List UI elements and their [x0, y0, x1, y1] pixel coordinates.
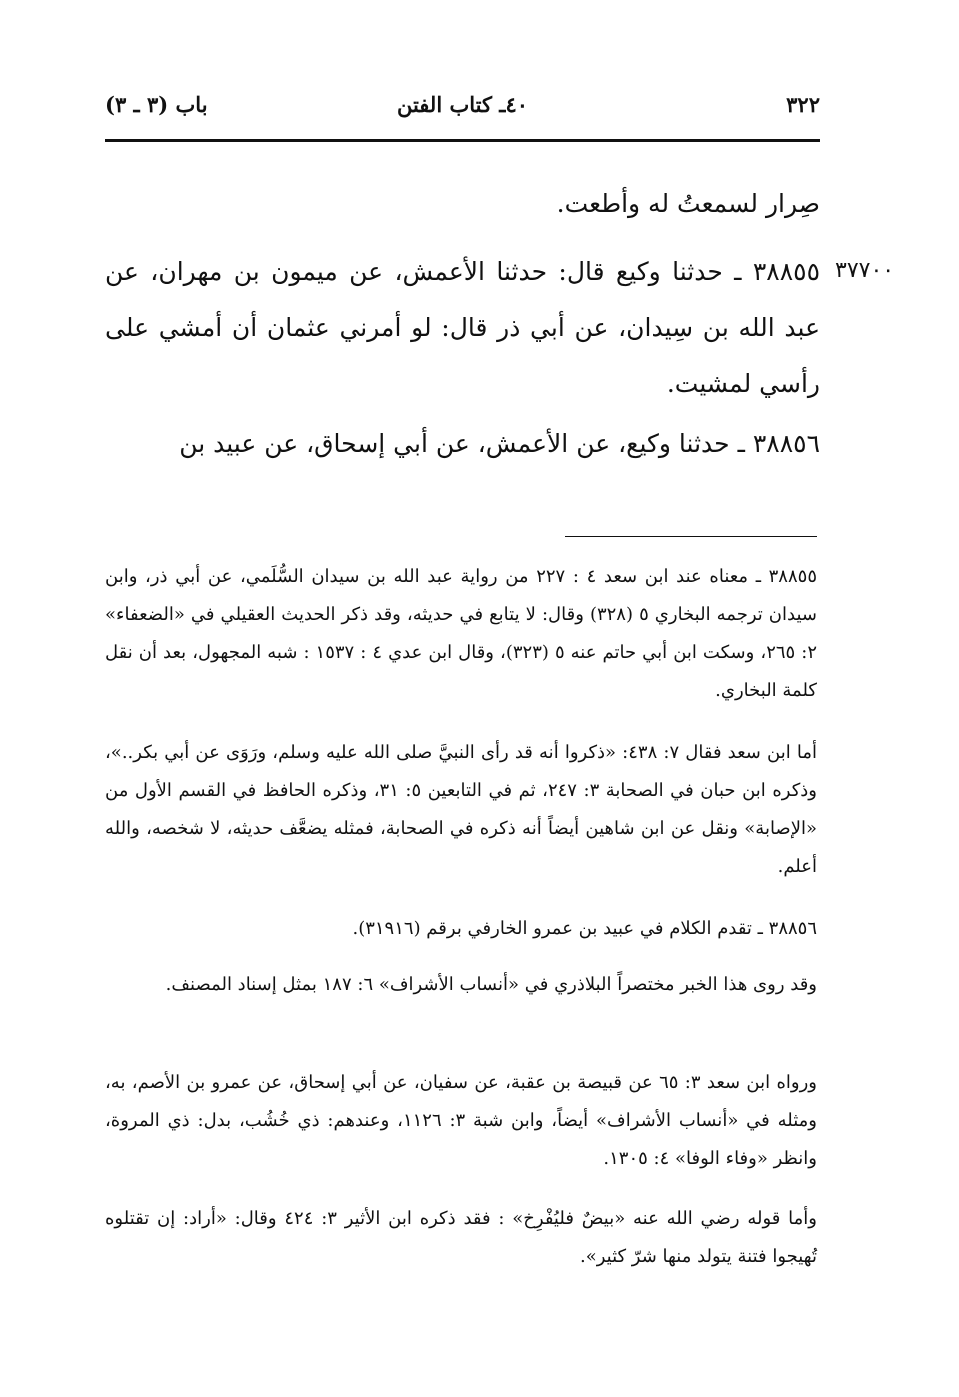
book-title: ٤٠ـ كتاب الفتن — [396, 92, 529, 117]
header-rule — [105, 139, 820, 142]
footnote-baladhuri: وقد روى هذا الخبر مختصراً البلاذري في «أنساب الأشراف» ٦: ١٨٧ بمثل إسناد المصنف. — [165, 974, 817, 995]
page-header — [105, 92, 820, 132]
footnotes-rule — [565, 536, 817, 537]
footnote-38855: ٣٨٨٥٥ ـ معناه عند ابن سعد ٤ : ٢٢٧ من رواية عبد الله بن سيدان السُّلَمي، عن أبي ذر، وابن سيدان ترجمه البخاري ٥ (٣٢٨) وقال: لا يتابع في حديثه، وقد ذكر الحديث العقيلي في «الضعفاء» ٢: ٢٦٥، وسكت ابن أبي حاتم عنه ٥ (٣٢٣)، وقال ابن عدي ٤ : ١٥٣٧ : شبه المجهول، بعد أن نقل كلمة البخاري. — [105, 566, 817, 701]
footnote-ibn-saad: أما ابن سعد فقال ٧: ٤٣٨: «ذكروا أنه قد رأى النبيَّ صلى الله عليه وسلم، ورَوَى عن أبي بكر..»، وذكره ابن حبان في الصحابة ٣: ٢٤٧، ثم في التابعين ٥: ٣١، وذكره الحافظ في القسم الأول من «الإصابة» ونقل عن ابن شاهين أيضاً أنه ذكره في الصحابة، فمثله يضعَّف حديثه، لا شخصه، والله أعلم. — [105, 742, 817, 877]
continuation-text: صِرار لسمعتُ له وأطعت. — [556, 189, 820, 218]
footnote-ibn-athir: وأما قوله رضي الله عنه «بيضٌ فليُفْرِخ» : فقد ذكره ابن الأثير ٣: ٤٢٤ وقال: «أراد: إن تقتلوه تُهيجوا فتنة يتولد منها شرّ كثير». — [105, 1208, 817, 1267]
hadith-38855: ٣٨٨٥٥ ـ حدثنا وكيع قال: حدثنا الأعمش، عن ميمون بن مهران، عن عبد الله بن سِيدان، عن أبي ذر قال: لو أمرني عثمان أن أمشي على رأسي لمشيت. — [105, 257, 820, 398]
margin-number: ٣٧٧٠٠ — [835, 258, 895, 283]
chapter-label: باب (٣ ـ ٣) — [105, 92, 208, 117]
page-number: ٣٢٢ — [786, 92, 820, 117]
footnote-38856: ٣٨٨٥٦ ـ تقدم الكلام في عبيد بن عمرو الخارفي برقم (٣١٩١٦). — [352, 918, 817, 939]
hadith-38856: ٣٨٨٥٦ ـ حدثنا وكيع، عن الأعمش، عن أبي إسحاق، عن عبيد بن — [179, 429, 820, 458]
footnote-ibn-saad-2: ورواه ابن سعد ٣: ٦٥ عن قبيصة بن عقبة، عن سفيان، عن أبي إسحاق، عن عمرو بن الأصم، به، ومثله في «أنساب الأشراف» أيضاً، وابن شبة ٣: ١١٢٦، وعندهم: ذي خُشُب، بدل: ذي المروة، وانظر «وفاء الوفا» ٤: ١٣٠٥. — [105, 1072, 817, 1169]
